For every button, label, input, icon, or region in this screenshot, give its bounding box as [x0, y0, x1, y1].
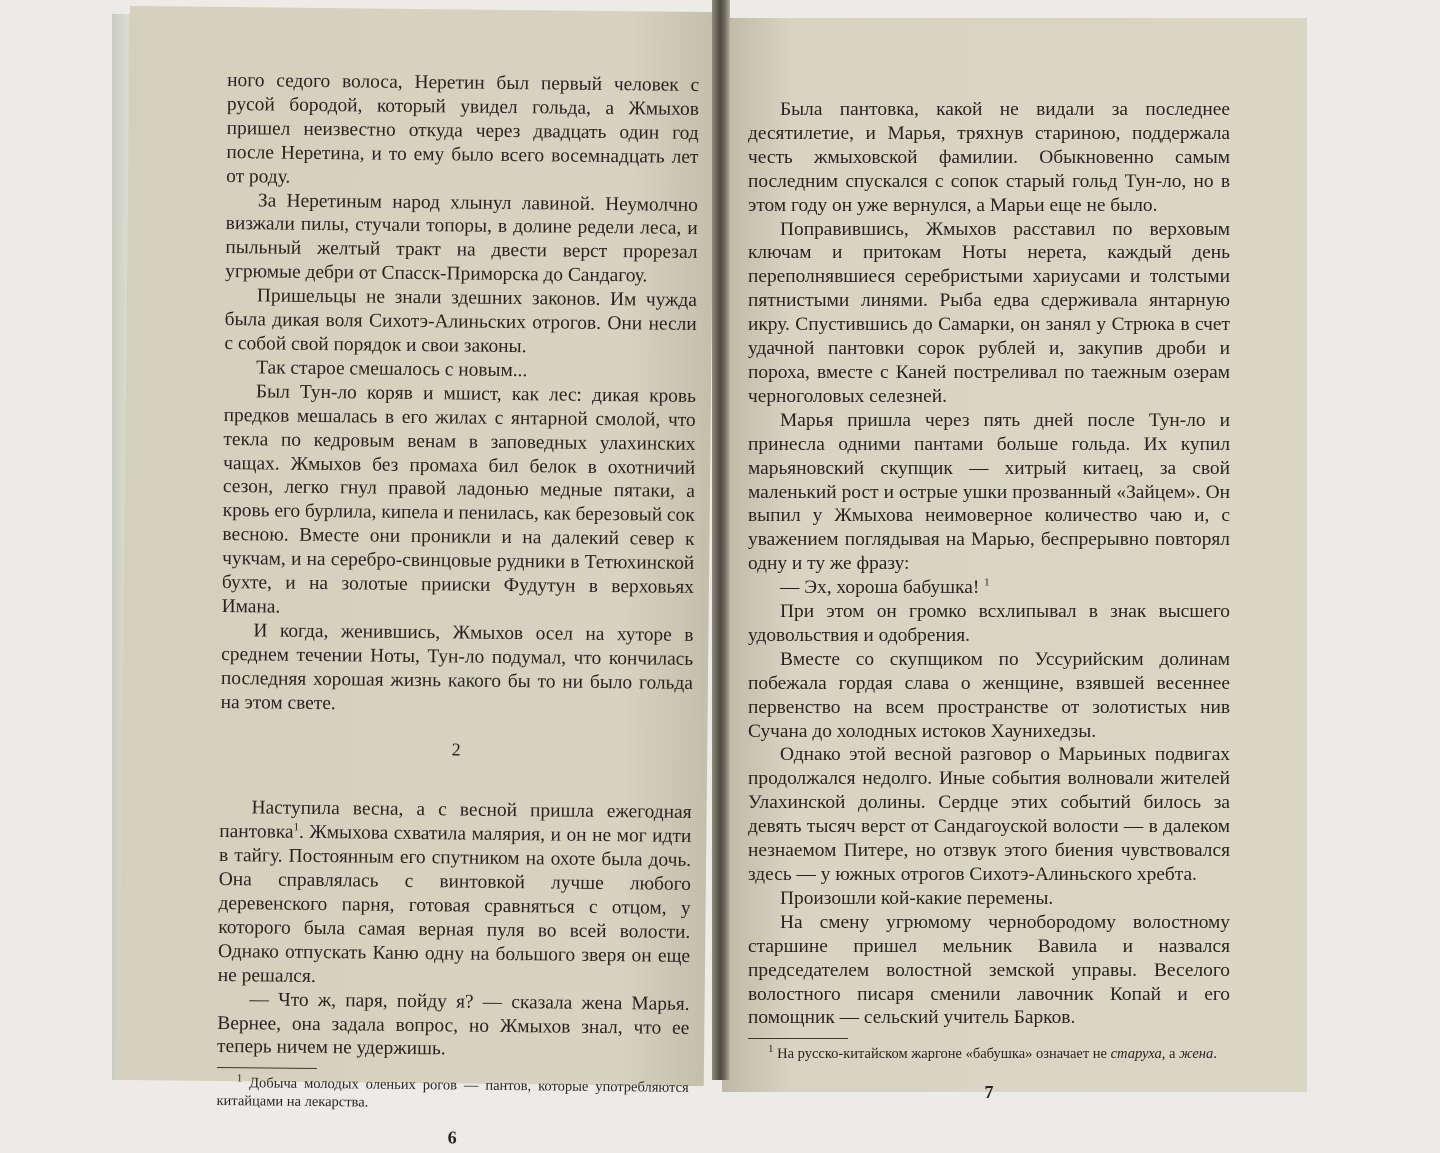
- paragraph: Так старое смешалось с новым...: [256, 357, 528, 382]
- footnote-divider: [217, 1067, 317, 1069]
- footnote-text: Добыча молодых оленьих рогов — пантов, которые употребляются китайцами на лекарства.: [216, 1075, 689, 1111]
- paragraph: [218, 796, 692, 992]
- book-spine-gutter: [712, 0, 730, 1080]
- footnote-marker: 1: [236, 1072, 243, 1085]
- paragraph: На смену угрюмому чернобородому волостному старшине пришел мельник Вавила и назвался председателем волостной земской управы. Веселого волостного писаря сменили лавочник Копай и его помощник — сельский учитель Барков.: [748, 911, 1230, 1029]
- paragraph: Произошли кой-какие перемены.: [780, 887, 1054, 909]
- dialogue-line: — Эх, хороша бабушка!: [780, 577, 980, 599]
- right-page-text: [748, 98, 1230, 1105]
- page-number: 6: [447, 1127, 457, 1148]
- footnote-italic: старуха: [1110, 1046, 1162, 1063]
- paragraph: Поправившись, Жмыхов расставил по верховым ключам и притокам Ноты нерета, каждый день переполнявшиеся серебристыми хариусами и толстыми пятнистыми линями. Рыба едва сдерживала янтарную икру. Спустившись до Самарки, он занял у Стрюка в счет удачной пантовки сорок рублей и, закупив дроби и пороха, вместе с Каней постреливал по таежным озерам черноголовых селезней.: [748, 218, 1230, 407]
- paragraph: И когда, женившись, Жмыхов осел на хуторе в среднем течении Ноты, Тун-ло подумал, что кончилась последняя хорошая жизнь какого бы то ни было гольда на этом свете.: [220, 620, 694, 714]
- paragraph: За Неретиным народ хлынул лавиной. Неумолчно визжали пилы, стучали топоры, в долине редели леса, и пыльный желтый тракт на двести верст прорезал угрюмые дебри от Спасск-Приморска до Сандагоу.: [225, 189, 699, 287]
- paragraph: Марья пришла через пять дней после Тун-ло и принесла одними пантами больше гольда. Их купил марьяновский скупщик — хитрый китаец, за свой маленький рост и острые ушки прозванный «Зайцем». Он выпил у Жмыхова неимоверное количество чаю и, с уважением поглядывая на Марью, беспрерывно повторял одну и ту же фразу:: [748, 409, 1230, 575]
- paragraph: Был Тун-ло коряв и мшист, как лес: дикая кровь предков мешалась в его жилах с янтарной смолой, что текла по кедровым венам в заповедных улахинских чащах. Жмыхов без промаха бил белок в охотничий сезон, легко гнул правой ладонью медные пятаки, а кровь его бурлила, кипела и пенилась, как березовый сок весною. Вместе они проникли и на далекий север к чукчам, и на серебро-свинцовые рудники в Тетюхинской бухте, и на золотые прииски Фудутун в верховьях Имана.: [221, 381, 697, 618]
- section-number: 2: [451, 739, 461, 760]
- footnote-text: .: [1213, 1046, 1217, 1063]
- left-page-text: [216, 69, 699, 1153]
- paragraph: [748, 576, 1230, 600]
- footnote-divider: [748, 1038, 848, 1039]
- paragraph-text: . Жмыхова схватила малярия, и он не мог идти в тайгу. Постоянным его спутником на охоте была дочь. Она справлялась с винтовкой лучше любого деревенского парня, готовая сравняться с отцом, у которого была самая верная пуля во всей волости. Однако отпускать Каню одну на большого зверя он еще не решался.: [217, 822, 692, 987]
- page-number: 7: [984, 1082, 994, 1103]
- footnote-text: На русско-китайском жаргоне «бабушка» означает не: [777, 1046, 1107, 1063]
- footnote-text: , а: [1161, 1046, 1176, 1063]
- paragraph: ного седого волоса, Неретин был первый человек с русой бородой, который увидел гольда, а Жмыхов пришел неизвестно откуда через двадцать один год после Неретина, и то ему было всего восемнадцать лет от роду.: [226, 70, 700, 188]
- footnote-reference: 1: [293, 821, 300, 834]
- footnote-italic: жена: [1179, 1046, 1214, 1063]
- paragraph: Пришельцы не знали здешних законов. Им чужда была дикая воля Сихотэ-Алиньских отрогов. Они несли с собой свой порядок и свои законы.: [224, 285, 698, 358]
- footnote: [748, 1045, 1230, 1063]
- paragraph: Вместе со скупщиком по Уссурийским долинам побежала гордая слава о женщине, взявшей весеннее первенство на всем пространстве от золотистых нив Сучана до холодных истоков Хаунихедзы.: [748, 648, 1230, 742]
- footnote-marker: 1: [768, 1043, 774, 1056]
- footnote-reference: 1: [984, 576, 990, 589]
- paragraph-text: Наступила весна, а с весной пришла ежегодная пантовка: [219, 797, 692, 844]
- paragraph: — Что ж, паря, пойду я? — сказала жена Марья. Вернее, она задала вопрос, но Жмыхов знал, что ее теперь ничем не удержишь.: [216, 988, 690, 1060]
- paragraph: При этом он громко всхлипывал в знак высшего удовольствия и одобрения.: [748, 601, 1230, 646]
- right-page: [722, 18, 1307, 1103]
- paragraph: Была пантовка, какой не видали за последнее десятилетие, и Марья, тряхнув стариною, поддержала честь жмыховской фамилии. Обыкновенно самым последним спускался с сопок старый гольд Тун-ло, но в этом году он уже вернулся, а Марьи еще не было.: [748, 99, 1230, 216]
- footnote: [216, 1074, 688, 1115]
- paragraph: Однако этой весной разговор о Марьиных подвигах продолжался недолго. Иные события волновали жителей Улахинской долины. Сердце этих событий билось за девять тысяч верст от Сандагоуской волости — в далеком незнаемом Питере, но отзвук этого биения чувствовался здесь — у южных отрогов Сихотэ-Алиньского хребта.: [748, 744, 1230, 885]
- left-page: [119, 6, 715, 1148]
